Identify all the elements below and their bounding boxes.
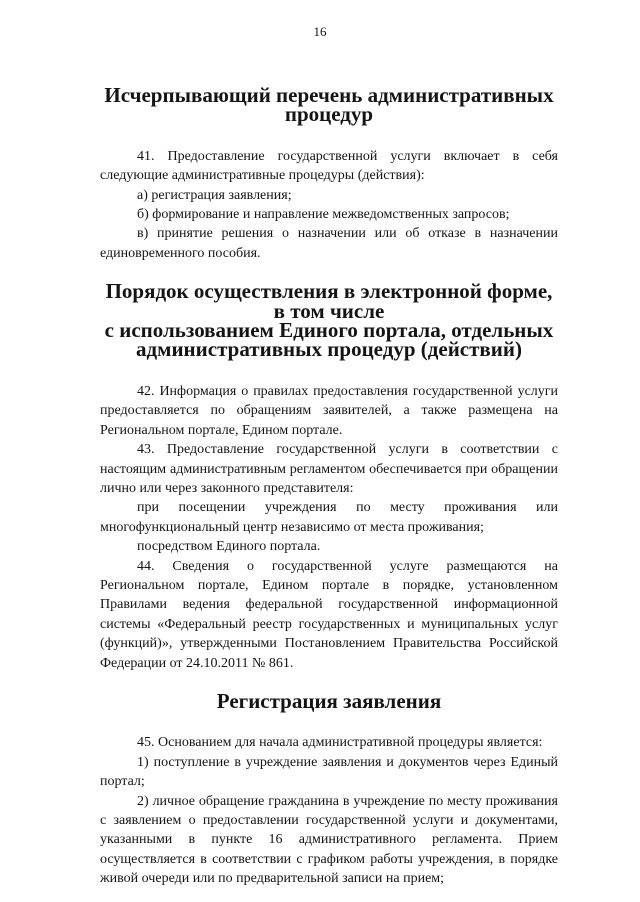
list-item-v: в) принятие решения о назначении или об отказе в назначении единовременного пособия. xyxy=(100,226,558,261)
section-heading-procedures-list xyxy=(100,83,558,127)
paragraph-45: 45. Основанием для начала административной процедуры является: xyxy=(137,735,543,751)
heading-line: с использованием Единого портала, отдельных xyxy=(104,318,554,343)
paragraph-43-portal: посредством Единого портала. xyxy=(137,539,321,555)
list-item-a: а) регистрация заявления; xyxy=(137,187,292,203)
section-heading-registration xyxy=(100,688,558,713)
section-heading-electronic-form xyxy=(100,279,558,362)
heading-line: Исчерпывающий перечень административных процедур xyxy=(104,83,554,127)
paragraph-43-visit: при посещении учреждения по месту проживания или многофункциональный центр независимо от места проживания; xyxy=(100,500,558,535)
heading-line: административных процедур (действий) xyxy=(136,337,522,362)
paragraph-43: 43. Предоставление государственной услуги в соответствии с настоящим административным регламентом обеспечивается при обращении лично или через законного представителя: xyxy=(100,442,558,496)
paragraph-45-item-1: 1) поступление в учреждение заявления и документов через Единый портал; xyxy=(100,754,558,790)
paragraph-41: 41. Предоставление государственной услуги включает в себя следующие административные процедуры (действия): xyxy=(100,148,558,184)
paragraph-45-item-2: 2) личное обращение гражданина в учреждение по месту проживания с заявлением о предоставлении государственной услуги и документами, указанными в пункте 16 административного регламента. Прием осуществляется в соответствии с графиком работы учреждения, в порядке живой очереди или по предварительной записи на прием; xyxy=(100,793,558,887)
heading-line: Регистрация заявления xyxy=(216,688,442,713)
heading-line: Порядок осуществления в электронной форме, в том числе xyxy=(105,279,553,323)
paragraph-42: 42. Информация о правилах предоставления государственной услуги предоставляется по обращениям заявителей, а также размещена на Региональном портале, Едином портале. xyxy=(100,383,558,438)
list-item-b: б) формирование и направление межведомственных запросов; xyxy=(137,207,510,223)
document-body xyxy=(100,83,558,889)
page-number: 16 xyxy=(313,24,327,39)
paragraph-44: 44. Сведения о государственной услуге размещаются на Региональном портале, Едином портале в порядке, установленном Правилами ведения федеральной государственной информационной системы «Федеральный реестр государственных и муниципальных услуг (функций)», утвержденными Постановлением Правительства Российской Федерации от 24.10.2011 № 861. xyxy=(100,558,558,671)
